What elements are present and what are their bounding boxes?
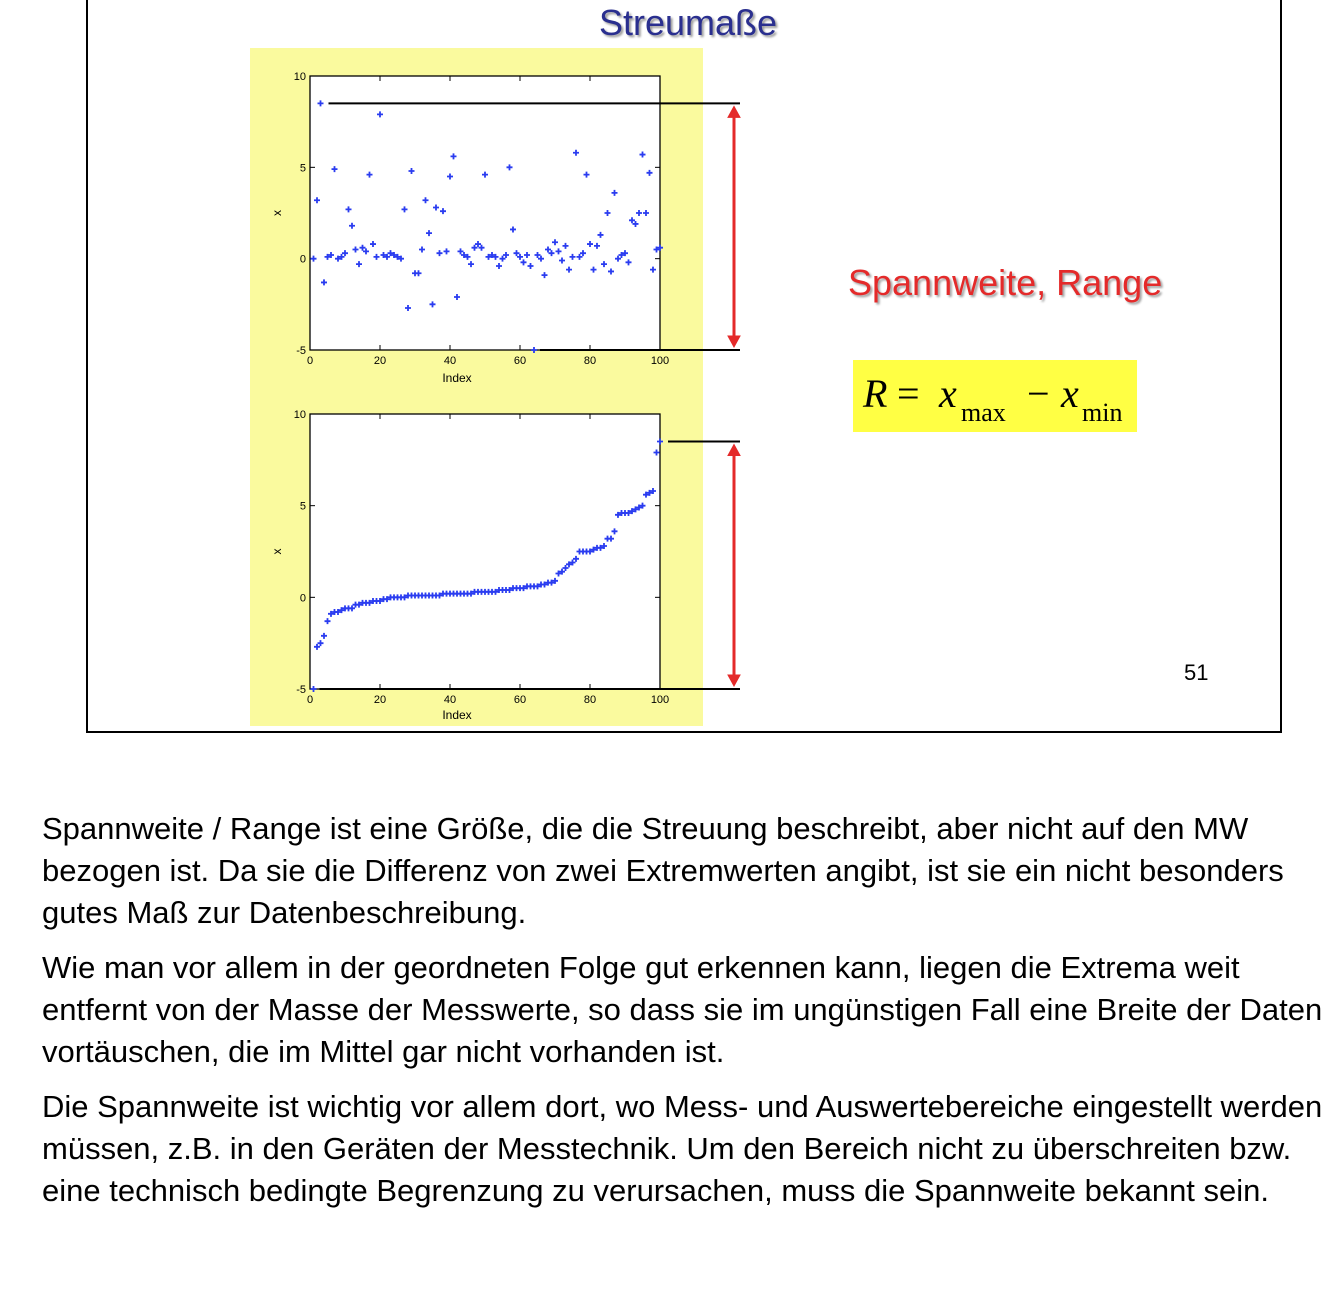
x-tick-label: 60 (513, 355, 527, 367)
formula-var-max: x (939, 371, 957, 416)
x-tick-label: 0 (306, 355, 314, 367)
y-tick-label: -5 (296, 684, 306, 696)
formula-equals: = (897, 371, 920, 416)
y-axis-label: x (270, 210, 284, 216)
formula-minus: − (1027, 371, 1050, 416)
y-tick-label: 10 (293, 71, 306, 83)
x-tick-label: 80 (583, 694, 597, 706)
range-heading: Spannweite, Range (848, 262, 1163, 303)
x-tick-label: 20 (373, 694, 387, 706)
range-arrow-head-bottom (728, 336, 740, 347)
range-arrow-head-top (728, 106, 740, 117)
range-formula (853, 360, 1137, 432)
range-arrow-head-top (728, 445, 740, 456)
x-axis-label: Index (442, 708, 472, 722)
formula-lhs: R (863, 371, 888, 416)
x-tick-label: 0 (306, 694, 314, 706)
formula-var-min: x (1061, 371, 1079, 416)
x-tick-label: 100 (650, 355, 670, 367)
y-tick-label: 5 (299, 500, 306, 513)
x-tick-label: 20 (373, 355, 387, 367)
x-tick-label: 60 (513, 694, 527, 706)
formula-sub-min: min (1082, 398, 1123, 427)
formula-sub-max: max (961, 398, 1006, 427)
y-tick-label: 5 (299, 162, 306, 175)
x-tick-label: 40 (443, 355, 457, 367)
x-tick-label: 40 (443, 694, 457, 706)
notes-paragraph: Die Spannweite ist wichtig vor allem dort, wo Mess- und Auswertebereiche eingestellt werden müssen, z.B. in den Geräten der Messtechnik. Um den Bereich nicht zu überschreiten bzw. eine technisch bedingte Begrenzung zu verursachen, muss die Spannweite bekannt sein. (42, 1089, 1323, 1208)
y-tick-label: 10 (293, 409, 306, 421)
y-tick-label: 0 (299, 592, 306, 605)
slide-number: 51 (1184, 660, 1209, 685)
y-axis-label: x (270, 548, 284, 555)
x-tick-label: 80 (583, 355, 597, 367)
y-tick-label: 0 (299, 253, 306, 266)
speaker-notes (42, 808, 1327, 1225)
x-tick-label: 100 (650, 694, 670, 706)
notes-paragraph: Wie man vor allem in der geordneten Folge gut erkennen kann, liegen die Extrema weit entfernt von der Masse der Messwerte, so dass sie im ungünstigen Fall eine Breite der Daten vortäuschen, die im Mittel gar nicht vorhanden ist. (42, 950, 1323, 1069)
y-tick-label: -5 (296, 345, 306, 357)
x-axis-label: Index (442, 371, 472, 385)
range-arrow-head-bottom (728, 675, 740, 686)
notes-paragraph: Spannweite / Range ist eine Größe, die die Streuung beschreibt, aber nicht auf den MW bezogen ist. Da sie die Differenz von zwei Extremwerten angibt, ist sie ein nicht besonders gutes Maß zur Datenbeschreibung. (42, 811, 1284, 930)
slide-title: Streumaße (598, 2, 778, 43)
plot-area (310, 414, 660, 689)
